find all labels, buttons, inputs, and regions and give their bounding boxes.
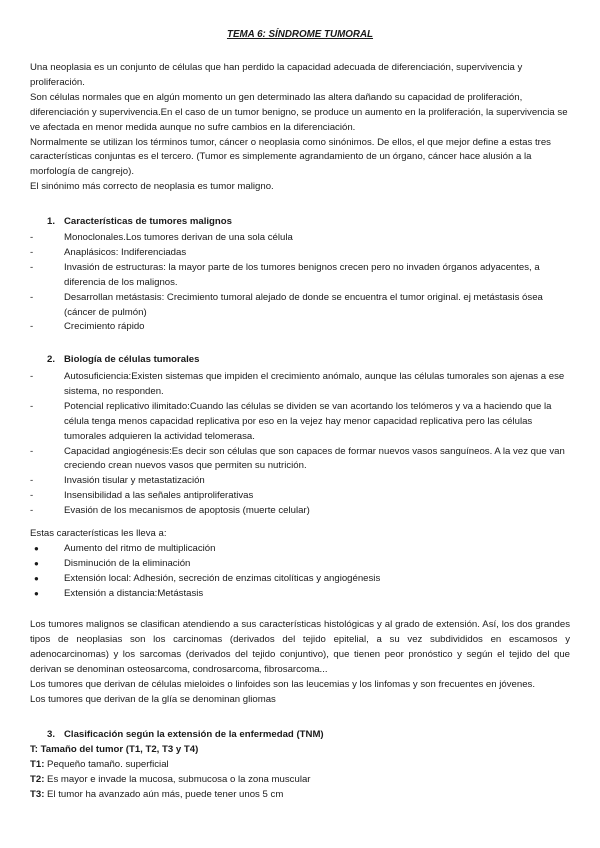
tnm-row: T3: El tumor ha avanzado aún más, puede tener unos 5 cm <box>30 788 284 800</box>
list-item: - Invasión tisular y metastatización <box>30 474 570 489</box>
bullet-item: ● Extensión local: Adhesión, secreción de enzimas citolíticas y angiogénesis <box>30 572 570 587</box>
dash-marker: - <box>30 490 34 502</box>
bullets-lead: Estas características les lleva a: <box>30 528 167 539</box>
body-paragraph: Los tumores que derivan de células mieloides o linfoides son las leucemias y los linfomas y son frecuentes en jóvenes. <box>30 678 536 690</box>
intro-paragraph: Normalmente se utilizan los términos tumor, cáncer o neoplasia como sinónimos. De ellos, el que mejor define a estas tres características conjuntas es el tercero. (Tumor es simplemente agrandamiento de un órgano, cáncer hace alusión a la morfología de cangrejo). <box>30 136 551 178</box>
tnm-row: T1: Pequeño tamaño. superficial <box>30 758 169 770</box>
bullet-marker: ● <box>34 544 39 553</box>
body-paragraph: Los tumores malignos se clasifican atendiendo a sus características histológicas y al grado de extensión. Así, los dos grandes tipos de neoplasias son los carcinomas (derivados del tejido epitelial, a su vez subdivididos en escamosos y adenocarcinomas) y los sarcomas (derivados del tejido conjuntivo), que tienen peor pronóstico y según el tejido del que derivan se denominan osteosarcoma, condrosarcoma, fibrosarcoma... <box>30 619 570 675</box>
dash-marker: - <box>30 321 34 333</box>
tnm-t-heading: T: Tamaño del tumor (T1, T2, T3 y T4) <box>30 744 199 755</box>
bullet-item: ● Disminución de la eliminación <box>30 557 570 572</box>
section-2-bullets <box>30 542 570 602</box>
list-item: - Evasión de los mecanismos de apoptosis (muerte celular) <box>30 504 570 519</box>
section-3-heading <box>47 728 324 743</box>
body-paragraph: Los tumores que derivan de la glía se denominan gliomas <box>30 693 276 705</box>
bullet-item: ● Aumento del ritmo de multiplicación <box>30 542 570 557</box>
dash-marker: - <box>30 445 34 457</box>
page-title: TEMA 6: SÍNDROME TUMORAL <box>226 29 374 40</box>
dash-marker: - <box>30 400 34 412</box>
tnm-code: T2: <box>30 773 45 785</box>
list-item: - Insensibilidad a las señales antiproliferativas <box>30 489 570 504</box>
section-number: 1. <box>47 216 56 227</box>
list-item: - Anaplásicos: Indiferenciadas <box>30 246 570 261</box>
intro-paragraph: El sinónimo más correcto de neoplasia es tumor maligno. <box>30 181 274 193</box>
list-item: - Monoclonales.Los tumores derivan de una sola célula <box>30 231 570 246</box>
tnm-code: T3: <box>30 788 45 800</box>
list-item: - Desarrollan metástasis: Crecimiento tumoral alejado de donde se encuentra el tumor original. ej metástasis ósea (cáncer de pulmón) <box>30 291 543 318</box>
section-title: Biología de células tumorales <box>64 354 200 365</box>
dash-marker: - <box>30 246 34 258</box>
section-number: 2. <box>47 354 56 365</box>
bullet-item: ● Extensión a distancia:Metástasis <box>30 587 570 602</box>
list-item: - Autosuficiencia:Existen sistemas que impiden el crecimiento anómalo, aunque las células tumorales son ajenas a ese sistema, no responden. <box>30 371 565 397</box>
section-1-list <box>30 231 570 335</box>
section-1-heading <box>47 215 232 230</box>
section-2-heading <box>47 353 199 368</box>
tnm-code: T1: <box>30 758 45 770</box>
tnm-list <box>30 743 570 803</box>
dash-marker: - <box>30 261 34 273</box>
intro-paragraph: Una neoplasia es un conjunto de células que han perdido la capacidad adecuada de diferenciación, supervivencia y proliferación. <box>30 62 523 88</box>
dash-marker: - <box>30 232 34 243</box>
list-item: - Crecimiento rápido <box>30 320 570 335</box>
list-item: - Potencial replicativo ilimitado:Cuando las células se dividen se van acortando los telómeros y va a haciendo que la célula tenga menos capacidad replicativa por eso en la vejez hay menor capacidad replicativa pero las células tumorales adquieren la actividad telomerasa. <box>30 400 552 442</box>
classification-paragraphs <box>30 618 570 707</box>
section-title: Características de tumores malignos <box>64 216 232 227</box>
tnm-row: T2: Es mayor e invade la mucosa, submucosa o la zona muscular <box>30 773 311 785</box>
section-number: 3. <box>47 729 56 740</box>
list-item: - Capacidad angiogénesis:Es decir son células que son capaces de formar nuevos vasos sanguíneos. A la vez que van creciendo crean nuevos vasos que permiten su nutrición. <box>30 445 565 472</box>
list-item: - Invasión de estructuras: la mayor parte de los tumores benignos crecen pero no invaden órganos adyacentes, a diferencia de los malignos. <box>30 261 540 288</box>
dash-marker: - <box>30 475 34 487</box>
section-2-list <box>30 370 570 519</box>
intro-section <box>30 61 570 195</box>
dash-marker: - <box>30 371 34 382</box>
bullet-marker: ● <box>34 573 39 583</box>
section-title: Clasificación según la extensión de la enfermedad (TNM) <box>64 729 324 740</box>
dash-marker: - <box>30 505 34 517</box>
dash-marker: - <box>30 291 34 303</box>
bullet-marker: ● <box>34 558 39 568</box>
bullet-marker: ● <box>34 588 39 598</box>
intro-paragraph: Son células normales que en algún momento un gen determinado las altera dañando su capacidad de proliferación, diferenciación y supervivencia.En el caso de un tumor benigno, se produce un aumento en la proliferación, la supervivencia se ve afectada en menor medida aunque no sufre cambios en la diferenciación. <box>30 91 568 133</box>
